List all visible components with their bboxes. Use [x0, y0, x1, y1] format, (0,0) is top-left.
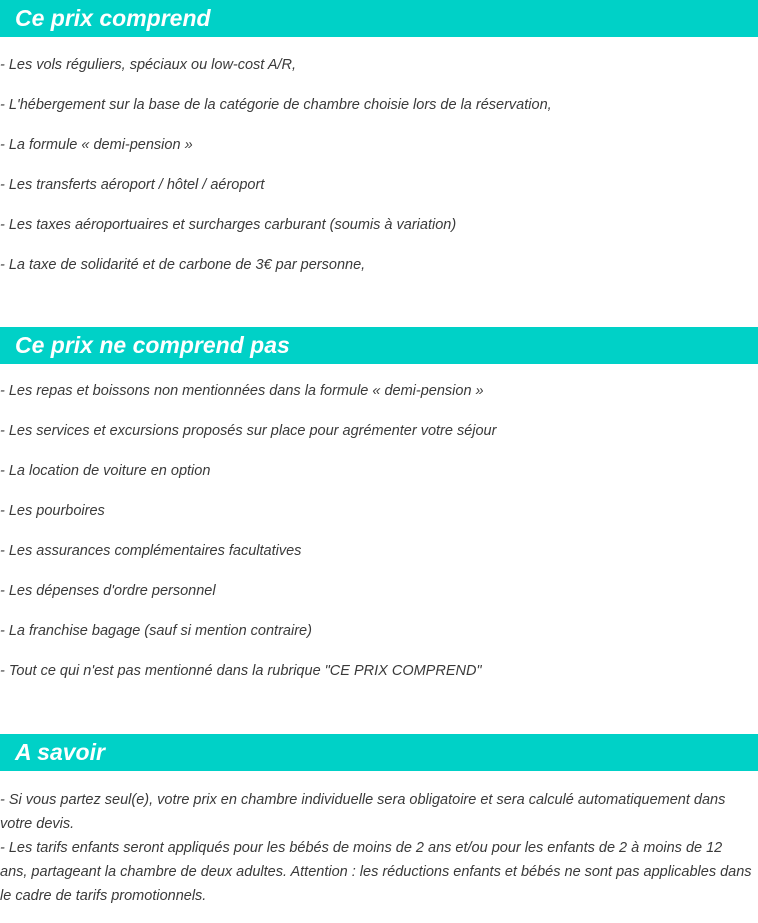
list-item: - La formule « demi-pension »	[0, 137, 193, 153]
list-item: - L'hébergement sur la base de la catégorie de chambre choisie lors de la réservation,	[0, 97, 552, 113]
section-good-to-know	[0, 734, 758, 908]
section-header-band	[0, 327, 758, 364]
list-item: - Les transferts aéroport / hôtel / aéroport	[0, 177, 265, 193]
list-item: - Tout ce qui n'est pas mentionné dans la rubrique "CE PRIX COMPREND"	[0, 663, 482, 679]
section-title-price-excludes: Ce prix ne comprend pas	[15, 332, 290, 358]
note-paragraph: - Si vous partez seul(e), votre prix en chambre individuelle sera obligatoire et sera calculé automatiquement dans votre devis.	[0, 792, 726, 832]
list-item: - La location de voiture en option	[0, 463, 211, 479]
list-item: - Les repas et boissons non mentionnées dans la formule « demi-pension »	[0, 383, 484, 399]
section-header-band	[0, 734, 758, 771]
list-item: - Les pourboires	[0, 503, 105, 519]
good-to-know-notes	[0, 788, 758, 908]
section-header-band	[0, 0, 758, 37]
section-price-includes	[0, 0, 758, 296]
section-price-excludes	[0, 327, 758, 702]
list-item: - Les taxes aéroportuaires et surcharges carburant (soumis à variation)	[0, 217, 457, 233]
note-paragraph: - Les tarifs enfants seront appliqués pour les bébés de moins de 2 ans et/ou pour les enfants de 2 à moins de 12 ans, partageant la chambre de deux adultes. Attention : les réductions enfants et bébés ne sont pas applicables dans le cadre de tarifs promotionnels.	[0, 840, 752, 904]
section-title-good-to-know: A savoir	[15, 739, 105, 765]
list-item: - Les vols réguliers, spéciaux ou low-cost A/R,	[0, 57, 297, 73]
list-item: - Les services et excursions proposés sur place pour agrémenter votre séjour	[0, 423, 497, 439]
list-item: - La taxe de solidarité et de carbone de 3€ par personne,	[0, 257, 366, 273]
list-item: - Les dépenses d'ordre personnel	[0, 583, 216, 599]
section-title-price-includes: Ce prix comprend	[15, 5, 211, 31]
list-item: - La franchise bagage (sauf si mention contraire)	[0, 623, 312, 639]
list-item: - Les assurances complémentaires facultatives	[0, 543, 302, 559]
excluded-list	[0, 382, 758, 702]
included-list	[0, 56, 758, 296]
